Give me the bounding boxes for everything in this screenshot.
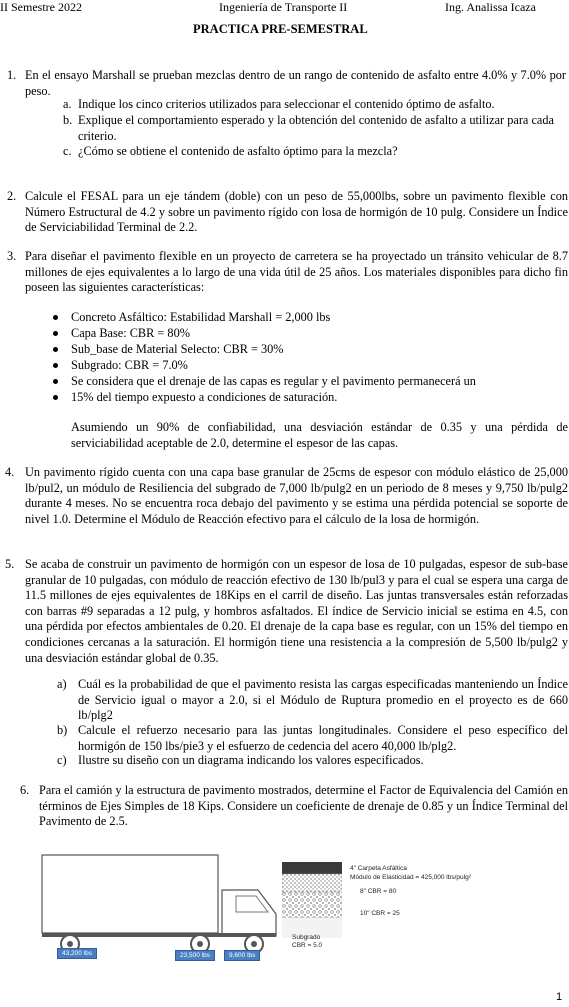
q5-item-a: Cuál es la probabilidad de que el pavimento resista las cargas especificadas manteniendo un Índice de Servicio igual o mayor a 2.0, si el Módulo de Ruptura promedio en el proyecto es de 660 lb/plg2 — [78, 677, 568, 723]
header-course: Ingeniería de Transporte II — [219, 0, 348, 14]
bullet-icon — [53, 395, 58, 400]
asphalt-layer — [282, 862, 342, 874]
q5-number: 5. — [5, 557, 15, 571]
q6-text: Para el camión y la estructura de pavimento mostrados, determine el Factor de Equivalencia del Camión en términos de Ejes Simples de 18 Kips. Considere un coeficiente de drenaje de 0.85 y un Índice Terminal del Pavimento de 2.5. — [39, 783, 568, 829]
axle-load-front: 43,200 lbs — [57, 948, 97, 959]
chassis — [42, 933, 276, 937]
q3-bullet-3: Sub_base de Material Selecto: CBR = 30% — [71, 342, 284, 356]
base-layer — [282, 874, 342, 892]
q1-text: En el ensayo Marshall se prueban mezclas dentro de un rango de contenido de asfalto entre 4.0% y 7.0% por peso. — [25, 68, 566, 98]
page-number: 1 — [556, 991, 563, 1003]
truck-diagram — [40, 852, 290, 962]
label-asphalt: 4" Carpeta Asfáltica — [350, 865, 407, 872]
q4-text: Un pavimento rígido cuenta con una capa base granular de 25cms de espesor con módulo elástico de 25,000 lb/pul2, un módulo de Resiliencia del subgrado de 7,000 lb/pulg2 en un periodo de 8 meses y 9,750 lb/pulg2 durante 4 meses. No se encuentra roca debajo del pavimento y se estima una pérdida potencial se soporte de nivel 1.0. Determine el Módulo de Reacción efectivo para el cálculo de la losa de hormigón. — [25, 465, 568, 526]
hub-icon — [251, 941, 257, 947]
q5-item-c-label: c) — [57, 753, 67, 767]
q1-item-a: Indique los cinco criterios utilizados para seleccionar el contenido óptimo de asfalto. — [78, 97, 495, 111]
axle-load-rear-1: 23,500 lbs — [175, 950, 215, 961]
q5-item-a-label: a) — [57, 677, 67, 691]
subbase-layer — [282, 892, 342, 918]
bullet-icon — [53, 363, 58, 368]
q5-text: Se acaba de construir un pavimento de hormigón con un espesor de losa de 10 pulgadas, espesor de sub-base granular de 10 pulgadas, con módulo de reacción efectivo de 130 lb/pul3 y para el cual se espera una carga de 11.5 millones de ejes equivalentes de 18Kips en el carril de diseño. Las juntas transversales están reforzadas con barras #9 separadas a 12 pulg, y hombros asfaltados. El índice de Servicio inicial se estima en 4.5, con una pérdida por efectos ambientales de 0.20. El drenaje de la capa base es regular, con un 15% del tiempo en condiciones cercanas a la saturación. El hormigón tiene una resistencia a la compresión de 5,500 lb/pulg2 y una desviación estándar global de 0.35. — [25, 557, 568, 665]
q1-item-c: ¿Cómo se obtiene el contenido de asfalto óptimo para la mezcla? — [78, 144, 398, 158]
q3-text: Para diseñar el pavimento flexible en un proyecto de carretera se ha proyectado un tránsito vehicular de 8.7 millones de ejes equivalentes a lo largo de una vida útil de 25 años. Los materiales disponibles para dicho fin poseen las siguientes características: — [25, 249, 568, 295]
q3-bullet-2: Capa Base: CBR = 80% — [71, 326, 190, 340]
q1-item-a-label: a. — [63, 97, 72, 111]
bullet-icon — [53, 379, 58, 384]
label-subbase: 10" CBR = 25 — [360, 910, 400, 917]
q2-number: 2. — [7, 189, 17, 203]
q1-item-b: Explique el comportamiento esperado y la obtención del contenido de asfalto a utilizar para cada criterio. — [78, 113, 554, 143]
q3-bullet-4: Subgrado: CBR = 7.0% — [71, 358, 188, 372]
label-asphalt-modulus: Módulo de Elasticidad = 425,000 lbs/pulg² — [350, 874, 471, 881]
q1-item-b-label: b. — [63, 113, 73, 127]
q2-text: Calcule el FESAL para un eje tándem (doble) con un peso de 55,000lbs, sobre un pavimento flexible con Número Estructural de 4.2 y sobre un pavimento rígido con losa de hormigón de 10 pulg. Considere un Índice de Serviciabilidad Terminal de 2.2. — [25, 189, 568, 235]
q3-bullet-5: Se considera que el drenaje de las capas es regular y el pavimento permanecerá un — [71, 374, 476, 388]
pavement-layers — [282, 862, 342, 938]
bullet-icon — [53, 315, 58, 320]
q3-number: 3. — [7, 249, 17, 263]
header-semester: II Semestre 2022 — [0, 0, 82, 14]
q3-closing: Asumiendo un 90% de confiabilidad, una desviación estándar de 0.35 y una pérdida de serviciabilidad aceptable de 2.0, determine el espesor de las capas. — [71, 420, 568, 450]
label-subgrade-cbr: CBR = 5.0 — [292, 942, 323, 949]
label-subgrade: Subgrado — [292, 934, 321, 941]
trailer-box — [42, 855, 218, 933]
q5-item-c: Ilustre su diseño con un diagrama indicando los valores especificados. — [78, 753, 424, 767]
q6-number: 6. — [20, 783, 30, 797]
q1-number: 1. — [7, 68, 17, 82]
bullet-icon — [53, 347, 58, 352]
bullet-icon — [53, 331, 58, 336]
header-instructor: Ing. Analissa Icaza — [445, 0, 536, 14]
q5-item-b-label: b) — [57, 723, 68, 737]
label-base: 8" CBR = 80 — [360, 888, 397, 895]
axle-load-rear-2: 9,600 lbs — [224, 950, 260, 961]
hub-icon — [67, 941, 73, 947]
q3-bullet-6: 15% del tiempo expuesto a condiciones de saturación. — [71, 390, 338, 404]
q1-item-c-label: c. — [63, 144, 72, 158]
page-title: PRACTICA PRE-SEMESTRAL — [193, 22, 368, 36]
q5-item-b: Calcule el refuerzo necesario para las juntas longitudinales. Considere el peso específico del hormigón de 150 lbs/pie3 y el esfuerzo de cedencia del acero 40,000 lb/plg2. — [78, 723, 568, 753]
q4-number: 4. — [5, 465, 15, 479]
q3-bullet-1: Concreto Asfáltico: Estabilidad Marshall = 2,000 lbs — [71, 310, 331, 324]
hub-icon — [197, 941, 203, 947]
